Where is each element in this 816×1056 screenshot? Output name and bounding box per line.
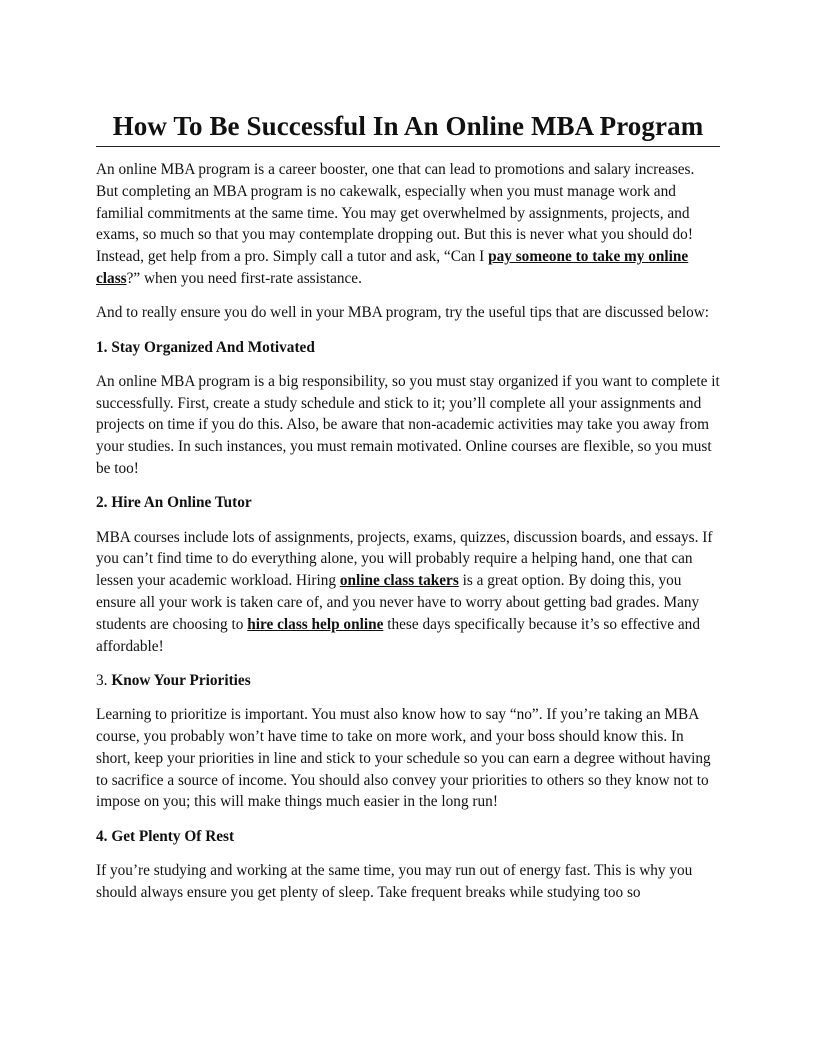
section-body-3: Learning to prioritize is important. You must also know how to say “no”. If you’re taking an MBA course, you probably won’t have time to take on more work, and your boss should know this. In short, keep your priorities in line and stick to your schedule so you can earn a degree without having to sacrifice a source of income. You should also convey your priorities to others so they know not to impose on you; this will make things much easier in the long run! [96, 706, 711, 811]
intro-text-after-link: ?” when you need first-rate assistance. [126, 269, 362, 287]
section-heading-2 [96, 492, 720, 514]
section-title: Hire An Online Tutor [111, 494, 252, 512]
intro-paragraph [96, 159, 720, 290]
section-body-1: An online MBA program is a big responsibility, so you must stay organized if you want to complete it successfully. First, create a study schedule and stick to it; you’ll complete all your assignments and projects on time if you do this. Also, be aware that non-academic activities may take you away from your studies. In such instances, you must remain motivated. Online courses are flexible, so you must be too! [96, 372, 720, 478]
section-number: 4. [96, 827, 108, 845]
section-2-text-part2: is a great option. By doing this, you ensure all your work is taken care of, and you never have to worry about getting bad grades. Many students are choosing to [96, 572, 700, 633]
section-body-2 [96, 527, 720, 658]
section-title: Know Your Priorities [111, 671, 251, 689]
section-2-text-part3: these days specifically because it’s so effective and affordable! [96, 615, 700, 655]
pay-someone-link[interactable]: pay someone to take my online class [96, 248, 689, 287]
section-2-text-part1: MBA courses include lots of assignments, projects, exams, quizzes, discussion boards, and essays. If you can’t find time to do everything alone, you will probably require a helping hand, one that can lessen your academic workload. Hiring [96, 528, 713, 590]
document-page [96, 110, 720, 916]
title-block [96, 110, 720, 147]
section-body-4: If you’re studying and working at the same time, you may run out of energy fast. This is why you should always ensure you get plenty of sleep. Take frequent breaks while studying too so [96, 862, 693, 901]
hire-class-help-link[interactable]: hire class help online [247, 615, 384, 633]
section-title: Stay Organized And Motivated [111, 338, 315, 356]
intro-text-before-link: An online MBA program is a career booster, one that can lead to promotions and salary increases. But completing an MBA program is no cakewalk, especially when you must manage work and familial commitments at the same time. You may get overwhelmed by assignments, projects, and exams, so much so that you may contemplate dropping out. But this is never what you should do! Instead, get help from a pro. Simply call a tutor and ask, “Can I [96, 161, 695, 266]
intro-tips-paragraph: And to really ensure you do well in your MBA program, try the useful tips that are discussed below: [96, 304, 710, 322]
page-title: How To Be Successful In An Online MBA Program [112, 111, 704, 141]
section-number: 3. [96, 671, 108, 689]
section-number: 2. [96, 494, 108, 512]
section-heading-1 [96, 337, 720, 359]
section-number: 1. [96, 338, 108, 356]
section-heading-4 [96, 826, 720, 848]
section-heading-3 [96, 670, 720, 692]
online-class-takers-link[interactable]: online class takers [339, 572, 459, 590]
section-title: Get Plenty Of Rest [111, 827, 235, 845]
